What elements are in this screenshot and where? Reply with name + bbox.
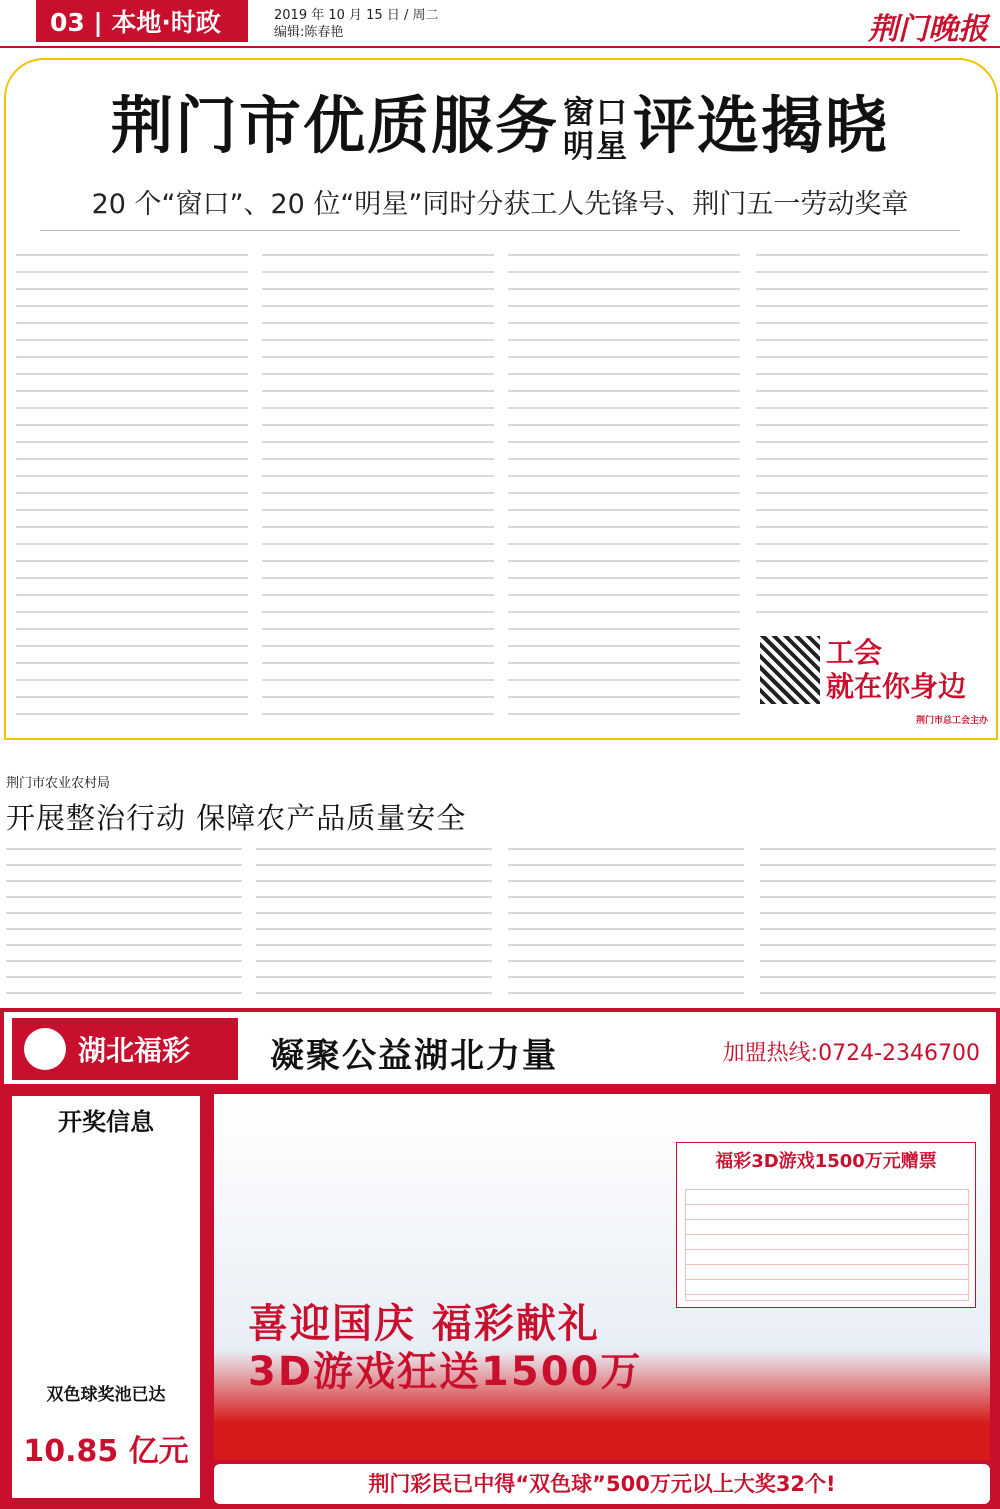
jackpot-value: 10.85 亿元 xyxy=(23,1434,189,1469)
jackpot-label: 双色球奖池已达 xyxy=(46,1385,166,1405)
article-column-1 xyxy=(6,842,242,1002)
ad-header xyxy=(0,1008,1000,1088)
headline-part-a: 荆门市优质服务 xyxy=(110,89,559,162)
feature-subtitle: 20 个“窗口”、20 位“明星”同时分获工人先锋号、荆门五一劳动奖章 xyxy=(91,189,909,220)
union-line-2: 就在你身边 xyxy=(826,670,967,703)
lottery-advertisement xyxy=(0,1008,1000,1509)
date-text: 2019 年 10 月 15 日 / 周二 xyxy=(274,8,439,23)
promo-title: 福彩3D游戏1500万元赠票 xyxy=(715,1151,937,1172)
article-source: 荆门市农业农村局 xyxy=(6,776,111,791)
union-note: 荆门市总工会主办 xyxy=(915,716,988,726)
qr-code-image xyxy=(760,636,820,704)
lottery-title: 开奖信息 xyxy=(58,1108,154,1136)
issue-date xyxy=(274,7,438,41)
banner-line-1: 喜迎国庆 福彩献礼 xyxy=(248,1301,600,1347)
section-tag: 03 | 本地·时政 xyxy=(36,0,248,42)
union-slogan xyxy=(826,636,988,738)
promo-table-card xyxy=(676,1142,976,1308)
lottery-brand-logo xyxy=(12,1018,238,1080)
union-line-1: 工会 xyxy=(826,636,883,669)
article-title: 开展整治行动 保障农产品质量安全 xyxy=(6,801,467,835)
divider xyxy=(40,230,960,231)
headline-part-b: 评选揭晓 xyxy=(633,89,890,162)
article-column-3 xyxy=(508,842,744,1002)
text-column-1 xyxy=(16,248,248,726)
ad-slogan: 凝聚公益湖北力量 xyxy=(270,1036,558,1076)
headline-stack xyxy=(563,96,629,164)
brand-text: 湖北福彩 xyxy=(78,1034,191,1067)
page-header xyxy=(0,0,1000,48)
headline-stack-1: 窗口 xyxy=(563,94,629,131)
text-column-2 xyxy=(262,248,494,726)
welfare-logo-icon xyxy=(24,1028,66,1070)
text-column-3 xyxy=(508,248,740,726)
article-column-2 xyxy=(256,842,492,1002)
headline-stack-2: 明星 xyxy=(563,128,629,165)
lottery-results-panel xyxy=(10,1094,202,1500)
article-column-4 xyxy=(760,842,996,1002)
text-column-4 xyxy=(756,248,988,628)
ad-footer: 荆门彩民已中得“双色球”500万元以上大奖32个! xyxy=(214,1464,990,1504)
masthead-logo: 荆门晚报 xyxy=(868,12,988,47)
promo-table xyxy=(685,1189,969,1301)
editor-text: 编辑:陈春艳 xyxy=(274,25,344,40)
banner-line-2: 3D游戏狂送1500万 xyxy=(248,1349,643,1395)
ad-hotline: 加盟热线:0724-2346700 xyxy=(722,1041,980,1066)
feature-headline xyxy=(0,76,1000,165)
promo-banner xyxy=(214,1094,990,1460)
